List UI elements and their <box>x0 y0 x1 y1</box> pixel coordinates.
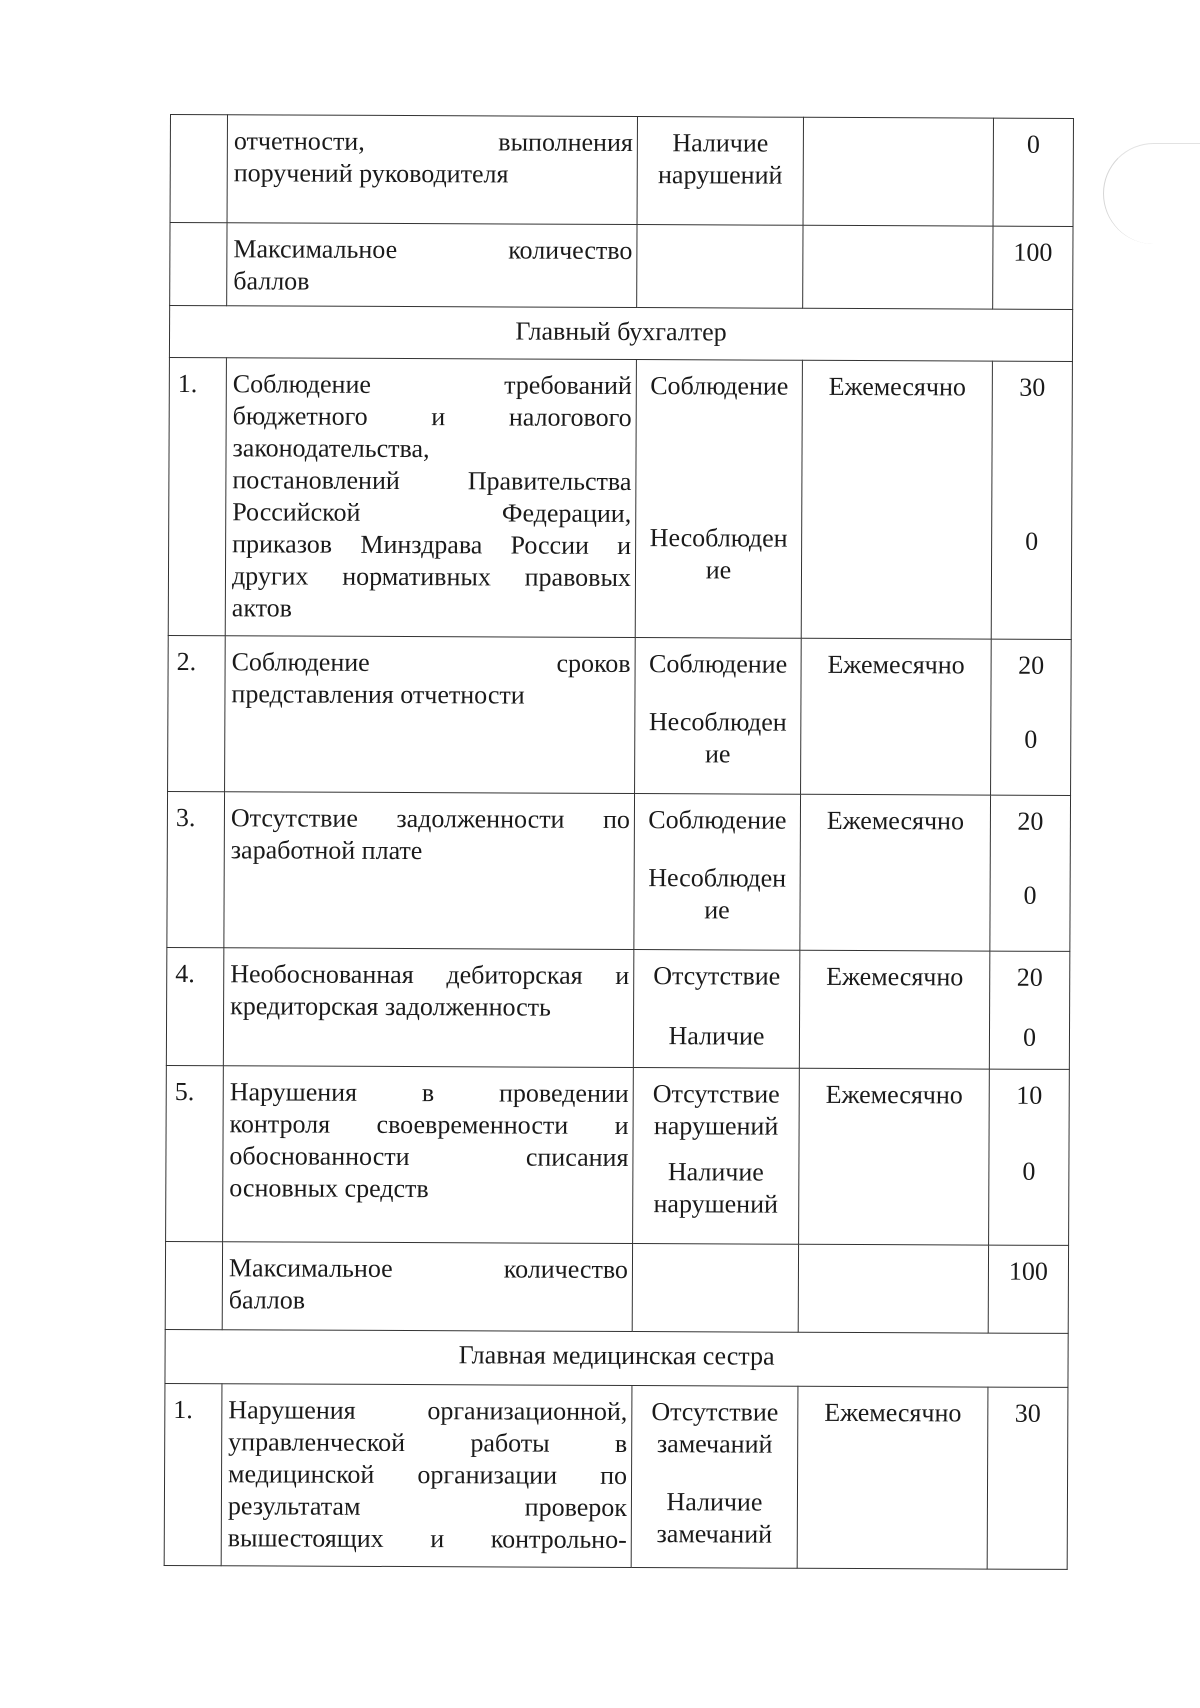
criterion-name-cell <box>223 948 634 1068</box>
criterion-text-line: обоснованности списания <box>229 1141 629 1173</box>
score-value: 20 <box>1016 962 1043 992</box>
score-value: 100 <box>1008 1256 1049 1286</box>
criterion-text-line: отчетности, выполнения <box>233 126 633 158</box>
criterion-value: Соблюдение <box>650 371 789 401</box>
criterion-name-cell <box>223 1066 634 1244</box>
criterion-text-line: вышестоящих и контрольно- <box>227 1523 627 1555</box>
criterion-value-cell <box>633 1068 800 1245</box>
score-cell <box>989 951 1070 1069</box>
criterion-value: Соблюдение <box>648 649 788 679</box>
row-number-cell: 1. <box>168 357 226 635</box>
frequency-cell: Ежемесячно <box>799 1068 990 1245</box>
criterion-text-line: баллов <box>228 1285 306 1315</box>
criterion-text-line: Максимальное количество <box>228 1253 629 1285</box>
frequency-cell <box>803 117 993 226</box>
score-value: 0 <box>1024 724 1038 754</box>
table-row <box>166 1065 1070 1245</box>
criterion-text-line: Российской Федерации, <box>232 497 632 529</box>
table-row <box>166 947 1070 1069</box>
frequency-cell <box>798 1244 988 1333</box>
score-value: 0 <box>1022 1156 1036 1186</box>
criterion-text-line: Максимальное количество <box>233 234 633 266</box>
criterion-value: Несоблюден ие <box>648 863 787 925</box>
criterion-text-line: баллов <box>233 266 310 296</box>
criterion-value-cell <box>631 1386 798 1569</box>
score-value: 20 <box>1017 806 1044 836</box>
criterion-text-line: Соблюдение требований <box>232 369 632 401</box>
table-row-max-score <box>170 223 1073 310</box>
table-row <box>164 1383 1068 1569</box>
score-cell <box>991 639 1072 795</box>
criterion-value: Несоблюден ие <box>649 523 788 585</box>
criterion-text-line: Нарушения организационной, <box>228 1395 628 1427</box>
scan-artifact-mark <box>1103 143 1200 244</box>
table-row-max-score <box>165 1241 1068 1333</box>
row-number-cell: 1. <box>164 1383 222 1565</box>
criterion-text-line: медицинской организации по <box>228 1459 628 1491</box>
row-number-cell: 4. <box>166 947 224 1065</box>
document-page <box>170 114 1073 1566</box>
row-number-cell <box>170 223 227 306</box>
criterion-value: Соблюдение <box>648 805 787 835</box>
criterion-name-cell <box>227 223 637 308</box>
criterion-text-line: представления отчетности <box>231 679 525 710</box>
criterion-text-line: других нормативных правовых <box>231 561 632 593</box>
score-value: 30 <box>1019 372 1046 402</box>
score-value: 10 <box>1016 1080 1043 1110</box>
table-row <box>168 357 1072 639</box>
criterion-text-line: Соблюдение сроков <box>231 647 631 679</box>
criterion-text-line: результатам проверок <box>227 1491 627 1523</box>
frequency-cell <box>803 225 993 309</box>
criterion-text-line: Необоснованная дебиторская и <box>230 959 630 991</box>
criterion-text-line: контроля своевременности и <box>229 1109 629 1141</box>
criterion-value: Наличие нарушений <box>653 1157 779 1219</box>
frequency-cell: Ежемесячно <box>801 360 992 639</box>
criterion-text-line: Нарушения в проведении <box>229 1077 629 1109</box>
section-title: Главная медицинская сестра <box>165 1329 1068 1387</box>
section-header-row <box>169 306 1072 362</box>
table-row <box>167 791 1071 951</box>
row-number-cell: 5. <box>166 1065 224 1241</box>
score-value: 0 <box>1023 880 1037 910</box>
frequency-cell: Ежемесячно <box>801 638 992 795</box>
row-number-cell: 3. <box>167 791 225 947</box>
score-cell <box>993 118 1073 226</box>
criterion-text-line: бюджетного и налогового <box>232 401 632 433</box>
frequency-cell: Ежемесячно <box>800 794 991 951</box>
criterion-text-line: кредиторская задолженность <box>230 991 552 1022</box>
evaluation-criteria-table <box>164 114 1074 1570</box>
score-value: 100 <box>1013 237 1053 267</box>
score-cell <box>991 361 1072 639</box>
criterion-text-line: приказов Минздрава России и <box>232 529 632 561</box>
criterion-value-cell <box>637 225 803 309</box>
criterion-value-cell <box>633 950 800 1069</box>
criterion-name-cell <box>224 792 635 950</box>
criterion-text-line: управленческой работы в <box>228 1427 628 1459</box>
criterion-value-cell <box>632 1244 798 1333</box>
row-number-cell: 2. <box>168 635 226 791</box>
criterion-text-line: законодательства, <box>232 433 430 464</box>
score-cell <box>988 1245 1068 1333</box>
criterion-text-line: постановлений Правительства <box>232 465 632 497</box>
score-cell <box>990 795 1071 951</box>
criterion-name-cell <box>225 636 636 794</box>
criterion-value: Отсутствие <box>653 961 781 991</box>
criterion-text-line: заработной плате <box>230 835 423 866</box>
criterion-name-cell <box>221 1384 632 1568</box>
criterion-value: Несоблюден ие <box>648 707 787 769</box>
score-value: 0 <box>1026 129 1040 159</box>
score-value: 20 <box>1018 650 1045 680</box>
row-number-cell <box>165 1241 222 1329</box>
score-value: 0 <box>1022 1022 1037 1052</box>
criterion-value-cell <box>637 117 803 226</box>
criterion-value: Наличие замечаний <box>656 1487 773 1549</box>
criterion-value-cell <box>635 638 802 795</box>
table-row <box>168 635 1072 795</box>
frequency-cell: Ежемесячно <box>799 950 990 1069</box>
criterion-name-cell <box>227 115 637 225</box>
criterion-value: Наличие <box>668 1021 765 1051</box>
score-cell <box>993 226 1073 309</box>
row-number-cell <box>170 115 227 223</box>
criterion-name-cell <box>222 1242 632 1332</box>
criterion-text-line: актов <box>231 593 293 623</box>
score-cell <box>989 1069 1070 1245</box>
frequency-cell: Ежемесячно <box>797 1386 988 1569</box>
criterion-value-cell <box>635 360 802 639</box>
criterion-value: Отсутствие нарушений <box>652 1079 780 1141</box>
criterion-text-line: Отсутствие задолженности по <box>230 803 630 835</box>
criterion-value: Наличие нарушений <box>657 128 783 190</box>
score-value: 30 <box>1014 1398 1041 1428</box>
section-header-row <box>165 1329 1068 1387</box>
criterion-text-line: основных средств <box>229 1173 429 1204</box>
section-title: Главный бухгалтер <box>169 306 1072 362</box>
criterion-value-cell <box>634 794 801 951</box>
criterion-text-line: поручений руководителя <box>233 158 509 189</box>
score-cell <box>987 1387 1068 1569</box>
table-row <box>170 115 1073 227</box>
score-value: 0 <box>1025 526 1039 556</box>
criterion-name-cell <box>225 358 636 638</box>
criterion-value: Отсутствие замечаний <box>651 1397 779 1459</box>
